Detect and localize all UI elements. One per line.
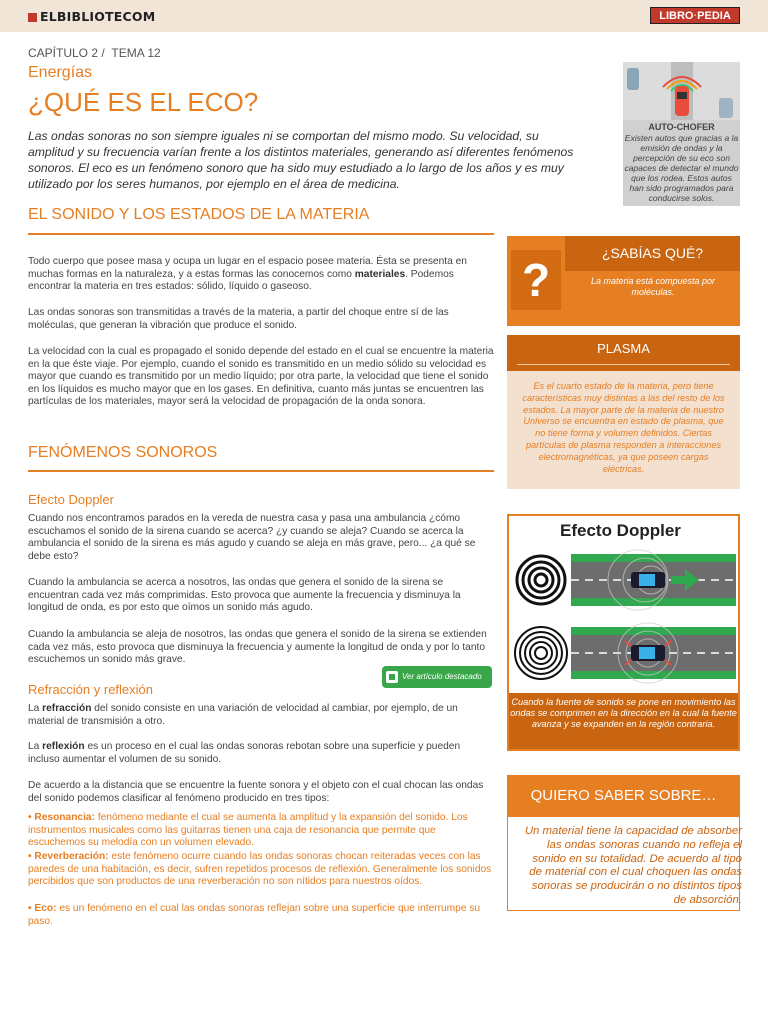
sabias-title: ¿SABÍAS QUÉ? xyxy=(565,236,740,271)
bullet-text: fenómeno mediante el cual se aumenta la amplitud y la expansión del sonido. Los instrumentos musicales como las guitarras tienen una caja de resonancia que permite que escuchemos su melodía con un volumen elevado. xyxy=(28,812,468,849)
subheading-refraccion: Refracción y reflexión xyxy=(28,682,153,697)
paragraph-tipos: De acuerdo a la distancia que se encuentre la fuente sonora y el objeto con el cual chocan las ondas del sonido podemos clasificar al fenómeno producido en tres tipos: xyxy=(28,780,484,804)
quiero-saber-title: QUIERO SABER SOBRE… xyxy=(507,775,740,817)
page-title: ¿QUÉ ES EL ECO? xyxy=(28,87,259,117)
caption-title: AUTO-CHOFER xyxy=(648,122,715,132)
section-heading-materia: EL SONIDO Y LOS ESTADOS DE LA MATERIA xyxy=(28,206,370,223)
paragraph-velocidad: La velocidad con la cual es propagado el sonido depende del estado en el cual se encuentre la materia en la que éste viaje. Por ejemplo, cuando el sonido es transmitido en un medio sólido su velocidad es mayor que cuando es transmitido por un medio líquido; por otra parte, la velocidad que tiene el sonido en los líquidos es mucho mayor que en los gases. En definitiva, cuanto más juntas se encuentren las partículas de los materiales, mayor será la velocidad de propagación de la onda sonora. xyxy=(28,346,494,408)
button-label: Ver artículo destacado xyxy=(402,672,482,681)
paragraph-reflexion xyxy=(28,741,494,766)
paragraph-doppler-1: Cuando nos encontramos parados en la vereda de nuestra casa y pasa una ambulancia ¿cómo escuchamos el sonido de la sirena cuando se acerca? ¿y cuando se aleja? Cuando se acerca la ambulancia el sonido de la sirena es más agudo y cuando se aleja en más grave, pero... ¿a qué se debe esto? xyxy=(28,513,476,562)
top-bar xyxy=(0,0,768,32)
breadcrumb-topic: TEMA 12 xyxy=(111,46,161,60)
list-item-eco xyxy=(28,903,494,928)
bullet-text: es un fenómeno en el cual las ondas sonoras reflejan sobre una superficie que interrumpe su paso. xyxy=(28,903,481,927)
bullet-label: • Resonancia: xyxy=(28,812,95,823)
doppler-illustration xyxy=(513,549,736,689)
text: del sonido consiste en una variación de velocidad al cambiar, por ejemplo, de un material de transmisión a otro. xyxy=(28,703,458,727)
subheading-doppler: Efecto Doppler xyxy=(28,492,114,507)
quiero-saber-text: Un material tiene la capacidad de absorber las ondas sonoras cuando no refleja el sonido en su totalidad. De acuerdo al tipo de material con el cual choquen las ondas sonoras se producirán o no distintos tipos de absorción. xyxy=(524,825,742,906)
doppler-figure-caption: Cuando la fuente de sonido se pone en movimiento las ondas se comprimen en la dirección en la cual la fuente avanza y se expanden en la región contraria. xyxy=(509,693,738,749)
auto-chofer-photo xyxy=(623,62,740,120)
plasma-title: PLASMA xyxy=(507,335,740,371)
intro-paragraph: Las ondas sonoras no son siempre iguales ni se comportan del mismo modo. Su velocidad, su amplitud y su frecuencia varían frente a los distintos materiales, generando así diferentes fenómenos sonoros. El eco es un fenómeno sonoro que ha sido muy estudiado a lo largo de los años y es muy utilizado por los seres humanos, por ejemplo en el área de medicina. xyxy=(28,129,574,191)
paragraph-materia xyxy=(28,256,494,294)
bold-term: reflexión xyxy=(42,741,85,752)
list-item-reverberacion xyxy=(28,851,494,889)
sabias-que-box xyxy=(507,236,740,326)
doppler-figure-title: Efecto Doppler xyxy=(560,521,681,540)
list-item-resonancia xyxy=(28,812,494,850)
logo-text: ELBIBLIOTECOM xyxy=(40,9,156,24)
article-icon xyxy=(386,671,398,683)
text: . Podemos encontrar la materia en tres estados: sólido, líquido o gaseoso. xyxy=(28,268,454,293)
question-icon xyxy=(507,236,565,326)
breadcrumb xyxy=(28,46,161,60)
divider xyxy=(517,364,730,365)
ver-articulo-button[interactable] xyxy=(382,666,492,688)
auto-chofer-caption xyxy=(623,120,740,206)
site-logo[interactable] xyxy=(28,9,155,24)
bullet-label: • Eco: xyxy=(28,903,57,914)
paragraph-transmision: Las ondas sonoras son transmitidas a través de la materia, a partir del choque entre sí de las moléculas, que generan la vibración que produce el sonido. xyxy=(28,307,449,331)
text: es un proceso en el cual las ondas sonoras rebotan sobre una superficie y pueden incluso aumentar el volumen de su sonido. xyxy=(28,741,461,765)
divider xyxy=(28,233,494,235)
sabias-text: La materia está compuesta por moléculas. xyxy=(590,276,716,297)
text: La xyxy=(28,741,43,752)
plasma-text: Es el cuarto estado de la materia, pero tiene características muy distintas a las del resto de los estados. La mayor parte de la materia de nuestro Universo se encuentra en estado de plasma, que no tiene forma y volumen definidos. Ciertas partículas de plasma responden a interacciones electromagnéticas, ya que poseen cargas eléctricas. xyxy=(522,381,725,474)
bullet-label: • Reverberación: xyxy=(28,851,109,862)
section-heading-fenomenos: FENÓMENOS SONOROS xyxy=(28,444,218,461)
divider xyxy=(28,470,494,472)
brand-a: LIBRO xyxy=(659,10,694,22)
paragraph-doppler-2: Cuando la ambulancia se acerca a nosotros, las ondas que genera el sonido de la sirena se encuentran cada vez más comprimidas. Esto provoca que aumente la frecuencia y disminuya la longitud de onda, es por esto que oímos un sonido más agudo. xyxy=(28,577,461,614)
bold-term: materiales xyxy=(354,268,406,280)
question-mark: ? xyxy=(511,250,561,310)
bullet-text: este fenómeno ocurre cuando las ondas sonoras chocan reiteradas veces con las paredes de una habitación, es decir, sufren repetidos procesos de reflexión. Generalmente los sonidos percibidos que son productos de una reverberación no son nítidos para nuestros oídos. xyxy=(28,851,492,888)
bold-term: refracción xyxy=(42,703,92,714)
text: Todo cuerpo que posee masa y ocupa un lugar en el espacio posee materia. Ésta se presenta en muchas formas en la naturaleza, y a estas formas las conocemos como xyxy=(28,256,467,280)
section-label: Energías xyxy=(28,64,93,81)
paragraph-doppler-3: Cuando la ambulancia se aleja de nosotros, las ondas que genera el sonido de la sirena se extienden cada vez más, esto provoca que disminuya la frecuencia y aumente la longitud de onda y por lo tanto escuchemos un sonido más grave. xyxy=(28,629,487,666)
brand-b: PEDIA xyxy=(697,10,731,22)
text: La xyxy=(28,703,43,714)
caption-text: Existen autos que gracias a la emisión de ondas y la percepción de su eco son capaces de detectar el mundo que los rodea. Estos autos han sido programados para conducirse solos. xyxy=(624,133,739,203)
breadcrumb-chapter: CAPÍTULO 2 / xyxy=(28,46,105,60)
paragraph-refraccion xyxy=(28,703,494,728)
libropedia-badge[interactable]: LIBRO·PEDIA xyxy=(650,7,740,24)
